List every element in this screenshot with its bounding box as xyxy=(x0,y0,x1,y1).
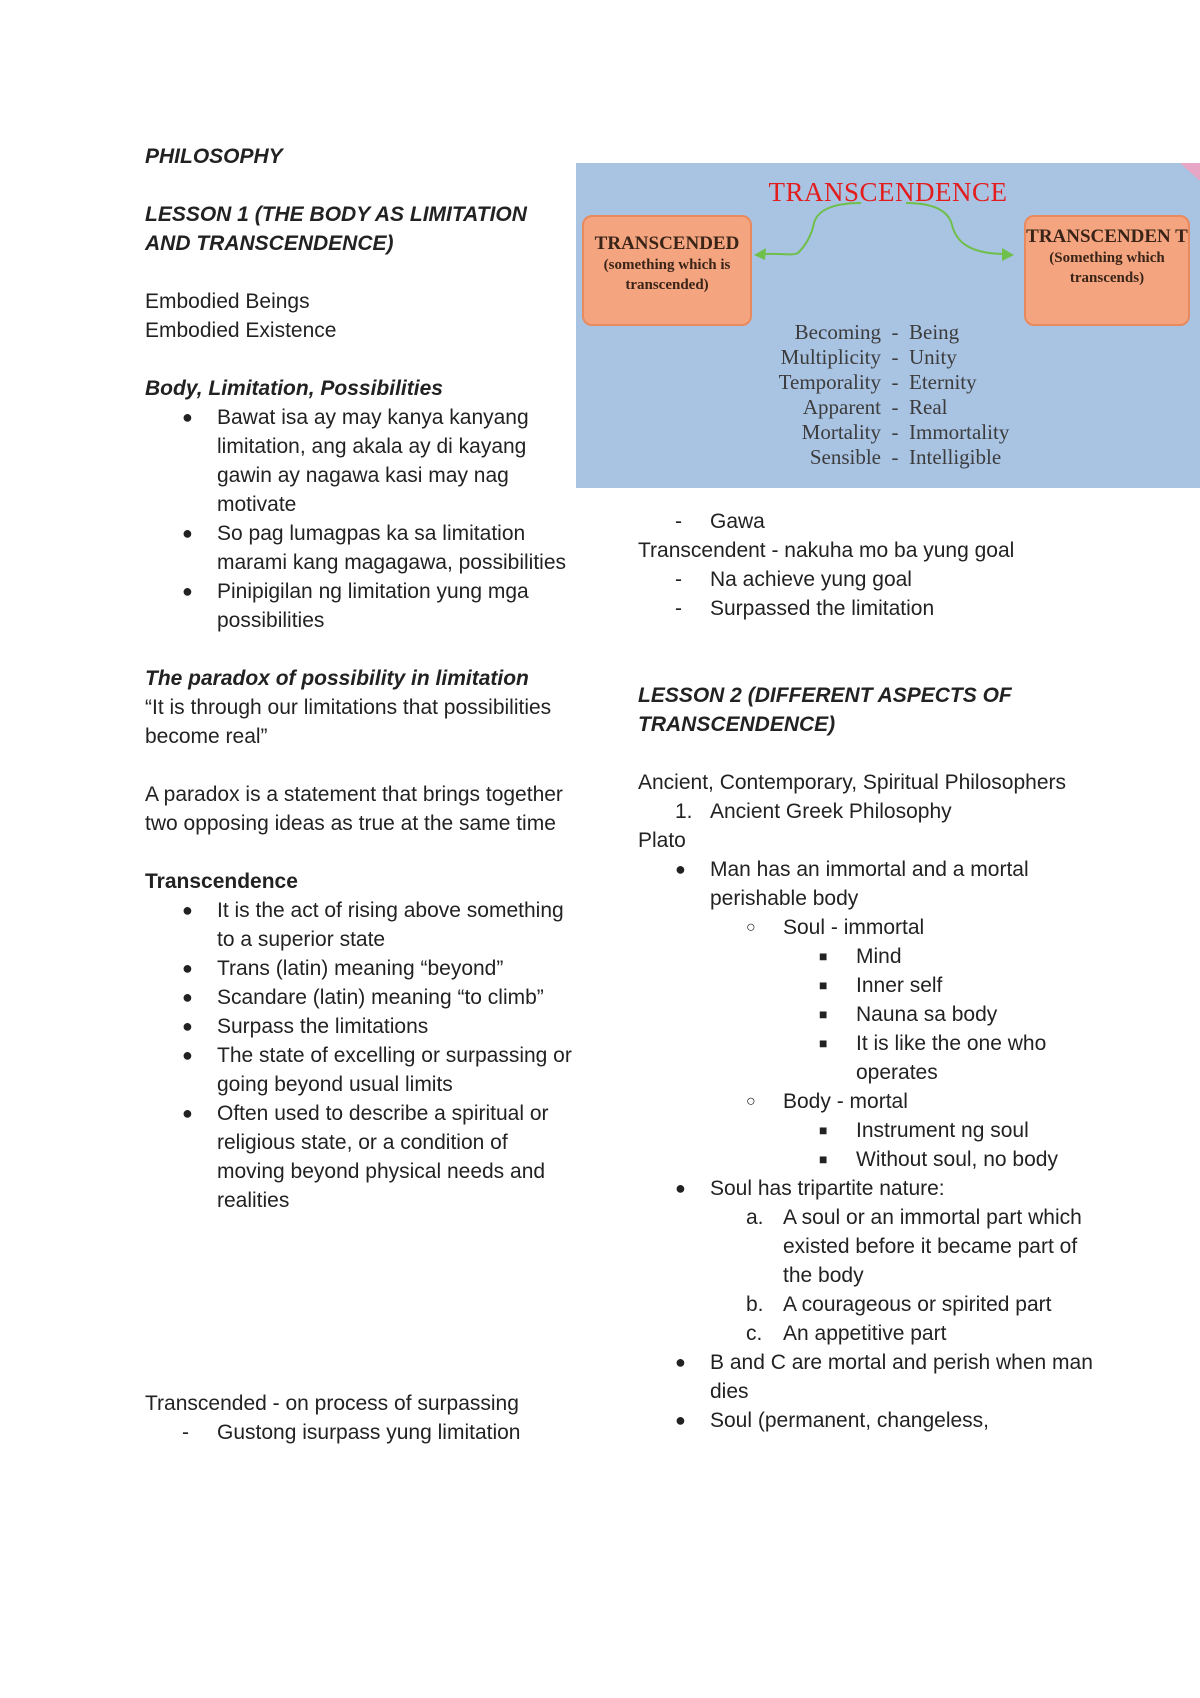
circle-bullet-icon: ○ xyxy=(746,919,756,936)
list-item: - Gawa xyxy=(638,507,1098,536)
doc-title: PHILOSOPHY xyxy=(145,145,283,168)
square-bullet-icon: ■ xyxy=(819,1035,828,1051)
paradox-heading: The paradox of possibility in limitation xyxy=(145,667,529,690)
dash-icon: - xyxy=(675,568,682,591)
embodied-beings: Embodied Beings xyxy=(145,290,310,313)
concept-pair: Apparent - Real xyxy=(802,395,948,419)
square-bullet-icon: ■ xyxy=(819,1122,828,1138)
bullet-icon: ● xyxy=(675,1178,686,1198)
transcendence-heading: Transcendence xyxy=(145,870,298,893)
letter-marker: a. xyxy=(746,1206,764,1229)
plato-list xyxy=(638,855,1098,1435)
list-item: b. A courageous or spirited part xyxy=(638,1290,1098,1319)
concept-pair: Temporality - Eternity xyxy=(778,370,977,394)
list-item: ○ Soul - immortal xyxy=(638,913,1098,942)
transcendent-box xyxy=(1024,215,1190,326)
transcended-box-subtitle: (something which is transcended) xyxy=(603,257,731,293)
bullet-icon: ● xyxy=(675,1410,686,1430)
list-item: - Surpassed the limitation xyxy=(638,594,1098,623)
concept-pair: Becoming - Being xyxy=(794,320,960,344)
left-column xyxy=(145,142,575,1447)
list-item: ■ Mind xyxy=(638,942,1098,971)
list-item: ■ It is like the one who operates xyxy=(638,1029,1098,1087)
list-item: ■ Instrument ng soul xyxy=(638,1116,1098,1145)
list-item: ● Soul has tripartite nature: xyxy=(638,1174,1098,1203)
bullet-icon: ● xyxy=(182,1045,193,1065)
left-curved-arrow xyxy=(798,203,861,253)
paradox-quote: “It is through our limitations that possibilities become real” xyxy=(145,696,552,748)
list-item: ● It is the act of rising above something to a superior state xyxy=(145,896,575,954)
bullet-icon: ● xyxy=(182,1103,193,1123)
bullet-icon: ● xyxy=(182,1016,193,1036)
concept-pair: Multiplicity - Unity xyxy=(780,345,957,369)
number-marker: 1. xyxy=(675,800,693,823)
list-item: ● Pinipigilan ng limitation yung mga possibilities xyxy=(145,577,575,635)
letter-marker: b. xyxy=(746,1293,764,1316)
philosophers-line: Ancient, Contemporary, Spiritual Philosophers xyxy=(638,771,1066,794)
bullet-icon: ● xyxy=(182,407,193,427)
list-item: ● Trans (latin) meaning “beyond” xyxy=(145,954,575,983)
list-item: ■ Without soul, no body xyxy=(638,1145,1098,1174)
list-item: ● Often used to describe a spiritual or religious state, or a condition of moving beyond physical needs and realities xyxy=(145,1099,575,1215)
transcendence-figure xyxy=(576,163,1200,488)
letter-marker: c. xyxy=(746,1322,763,1345)
transcended-box-title: TRANSCENDED xyxy=(594,233,740,254)
list-item: c. An appetitive part xyxy=(638,1319,1098,1348)
square-bullet-icon: ■ xyxy=(819,977,828,993)
square-bullet-icon: ■ xyxy=(819,1006,828,1022)
list-item: - Na achieve yung goal xyxy=(638,565,1098,594)
list-item: ● Man has an immortal and a mortal perishable body xyxy=(638,855,1098,913)
numbered-list xyxy=(638,797,1098,826)
list-item: 1. Ancient Greek Philosophy xyxy=(638,797,1098,826)
lesson2-heading: LESSON 2 (DIFFERENT ASPECTS OF TRANSCENDENCE) xyxy=(638,684,1012,736)
bullet-icon: ● xyxy=(182,958,193,978)
list-item: a. A soul or an immortal part which existed before it became part of the body xyxy=(638,1203,1098,1290)
left-arrow-tail xyxy=(764,253,798,254)
square-bullet-icon: ■ xyxy=(819,948,828,964)
dash-icon: - xyxy=(675,510,682,533)
bullet-icon: ● xyxy=(675,1352,686,1372)
bullet-icon: ● xyxy=(182,987,193,1007)
figure-title: TRANSCENDENCE xyxy=(768,177,1008,207)
body-heading: Body, Limitation, Possibilities xyxy=(145,377,443,400)
list-item: ● Bawat isa ay may kanya kanyang limitation, ang akala ay di kayang gawin ay nagawa kasi may nag motivate xyxy=(145,403,575,519)
embodied-existence: Embodied Existence xyxy=(145,319,337,342)
circle-bullet-icon: ○ xyxy=(746,1093,756,1110)
dash-icon: - xyxy=(675,597,682,620)
list-item: ■ Nauna sa body xyxy=(638,1000,1098,1029)
transcended-box xyxy=(582,215,752,326)
transcendent-line: Transcendent - nakuha mo ba yung goal xyxy=(638,539,1015,562)
lesson1-heading: LESSON 1 (THE BODY AS LIMITATION AND TRANSCENDENCE) xyxy=(145,203,527,255)
transcendent-box-subtitle: (Something which transcends) xyxy=(1049,250,1165,286)
transcendent-list xyxy=(638,565,1098,623)
list-item: ● The state of excelling or surpassing or going beyond usual limits xyxy=(145,1041,575,1099)
transcendent-box-title: TRANSCENDEN T xyxy=(1026,226,1188,247)
concept-pair: Sensible - Intelligible xyxy=(809,445,1002,469)
list-item: ○ Body - mortal xyxy=(638,1087,1098,1116)
paradox-definition: A paradox is a statement that brings together two opposing ideas as true at the same time xyxy=(145,783,563,835)
body-list xyxy=(145,403,575,635)
list-item: ● Scandare (latin) meaning “to climb” xyxy=(145,983,575,1012)
list-item: ● B and C are mortal and perish when man dies xyxy=(638,1348,1098,1406)
list-item: ● Soul (permanent, changeless, xyxy=(638,1406,1098,1435)
dash-icon: - xyxy=(182,1421,189,1444)
bullet-icon: ● xyxy=(675,859,686,879)
concept-pairs xyxy=(726,320,1046,470)
list-item: ■ Inner self xyxy=(638,971,1098,1000)
gawa-list xyxy=(638,507,1098,536)
bullet-icon: ● xyxy=(182,900,193,920)
bullet-icon: ● xyxy=(182,581,193,601)
right-arrowhead-icon xyxy=(1002,248,1014,261)
right-curved-arrow xyxy=(906,203,1002,254)
transcendence-list xyxy=(145,896,575,1215)
list-item: ● So pag lumagpas ka sa limitation marami kang magagawa, possibilities xyxy=(145,519,575,577)
transcended-line: Transcended - on process of surpassing xyxy=(145,1392,519,1415)
concept-pair: Mortality - Immortality xyxy=(801,420,1010,444)
square-bullet-icon: ■ xyxy=(819,1151,828,1167)
transcended-list xyxy=(145,1418,575,1447)
plato-label: Plato xyxy=(638,829,686,852)
right-column xyxy=(638,507,1098,1435)
list-item: ● Surpass the limitations xyxy=(145,1012,575,1041)
bullet-icon: ● xyxy=(182,523,193,543)
list-item: - Gustong isurpass yung limitation xyxy=(145,1418,575,1447)
